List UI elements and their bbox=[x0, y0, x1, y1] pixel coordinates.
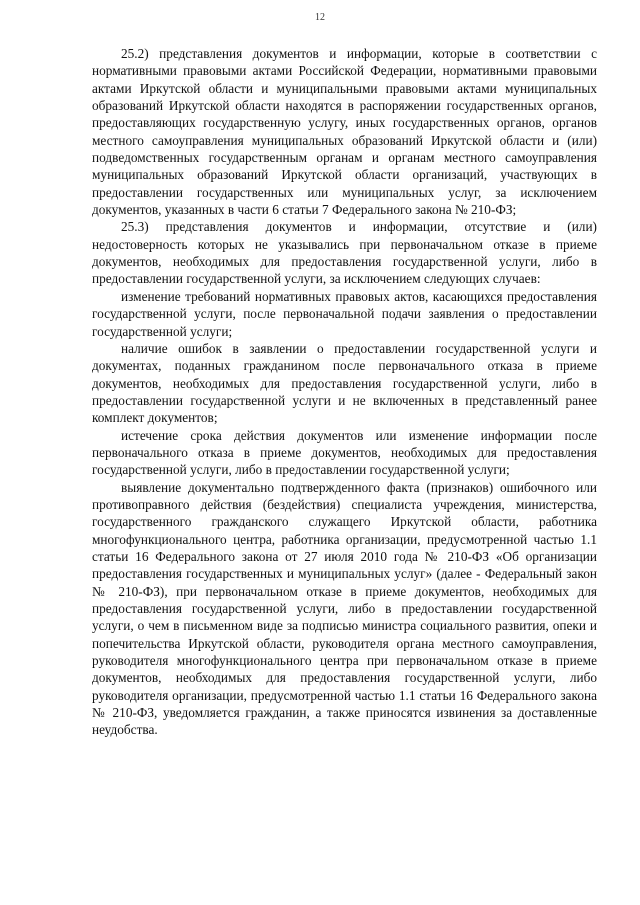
paragraph-25-3: 25.3) представления документов и информации, отсутствие и (или) недостоверность которых не указывались при первоначальном отказе в приеме документов, необходимых для предоставления государственной услуги, либо в предоставлении государственной услуги, за исключением следующих случаев: bbox=[92, 219, 597, 287]
document-body bbox=[92, 45, 597, 739]
exception-errors-in-application: наличие ошибок в заявлении о предоставлении государственной услуги и документах, поданных гражданином после первоначального отказа в приеме документов, необходимых для предоставления государственной услуги, либо в предоставлении государственной услуги и не включенных в представленный ранее комплект документов; bbox=[92, 340, 597, 426]
exception-document-expiry: истечение срока действия документов или изменение информации после первоначального отказа в приеме документов, необходимых для предоставления государственной услуги, либо в предоставлении государственной услуги; bbox=[92, 427, 597, 478]
paragraph-25-2: 25.2) представления документов и информации, которые в соответствии с нормативными правовыми актами Российской Федерации, нормативными правовыми актами Иркутской области и муниципальными правовыми актами муниципальных образований Иркутской области находятся в распоряжении государственных органов, предоставляющих государственную услугу, иных государственных органов, органов местного самоуправления муниципальных образований Иркутской области и (или) подведомственных государственным органам и органам местного самоуправления муниципальных образований Иркутской области организаций, участвующих в предоставлении государственных или муниципальных услуг, за исключением документов, указанных в части 6 статьи 7 Федерального закона № 210-ФЗ; bbox=[92, 46, 597, 218]
page-number: 12 bbox=[315, 12, 325, 23]
exception-erroneous-action: выявление документально подтвержденного факта (признаков) ошибочного или противоправного действия (бездействия) специалиста учреждения, министерства, государственного гражданского служащего Иркутской области, работника многофункционального центра, работника организации, предусмотренной частью 1.1 статьи 16 Федерального закона от 27 июля 2010 года № 210-ФЗ «Об организации предоставления государственных и муниципальных услуг» (далее - Федеральный закон № 210-ФЗ), при первоначальном отказе в приеме документов, необходимых для предоставления государственной услуги, либо в предоставлении государственной услуги, о чем в письменном виде за подписью министра социального развития, опеки и попечительства Иркутской области, руководителя органа местного самоуправления, руководителя многофункционального центра при первоначальном отказе в приеме документов, необходимых для предоставления государственной услуги, либо руководителя организации, предусмотренной частью 1.1 статьи 16 Федерального закона № 210-ФЗ, уведомляется гражданин, а также приносятся извинения за доставленные неудобства. bbox=[92, 479, 597, 738]
exception-requirements-change: изменение требований нормативных правовых актов, касающихся предоставления государственной услуги, после первоначальной подачи заявления о предоставлении государственной услуги; bbox=[92, 288, 597, 339]
